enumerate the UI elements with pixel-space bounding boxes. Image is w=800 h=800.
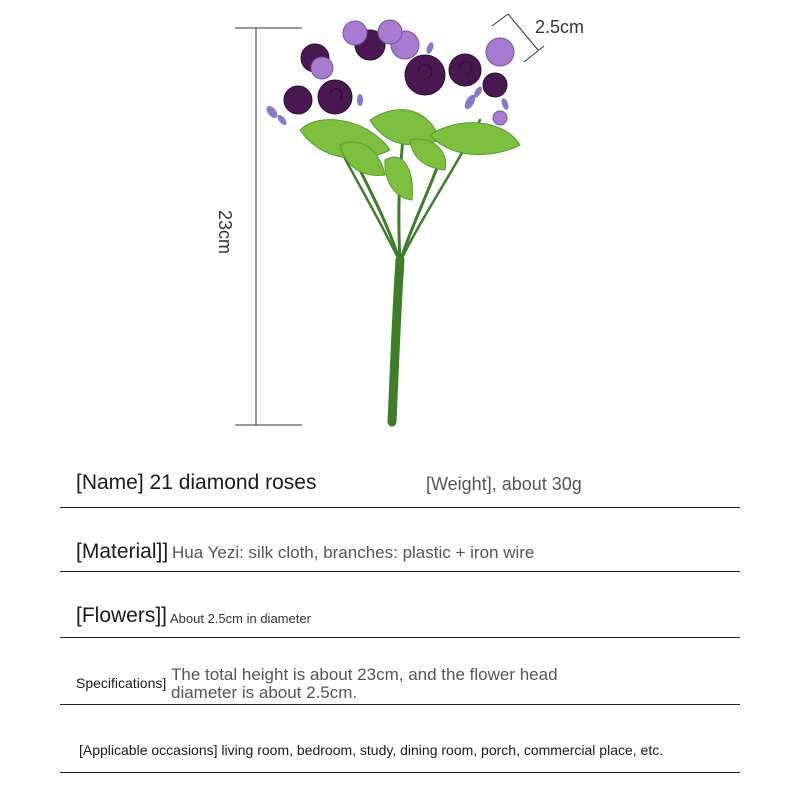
divider xyxy=(60,571,740,572)
divider xyxy=(60,772,740,773)
divider xyxy=(60,704,740,705)
leaves xyxy=(300,110,520,200)
divider xyxy=(60,637,740,638)
product-name: [Name] 21 diamond roses xyxy=(76,471,317,494)
material-label: [Material]] xyxy=(76,540,169,563)
product-weight: [Weight], about 30g xyxy=(426,474,582,494)
material-value: Hua Yezi: silk cloth, branches: plastic + iron wire xyxy=(172,543,535,562)
specifications-label: Specifications] xyxy=(76,675,167,691)
flowers-value: About 2.5cm in diameter xyxy=(170,611,311,626)
occasions-text: [Applicable occasions] living room, bedroom, study, dining room, porch, commercial place, etc. xyxy=(79,742,664,758)
specifications-value: The total height is about 23cm, and the flower head diameter is about 2.5cm. xyxy=(171,665,558,702)
flowers-label: [Flowers]] xyxy=(76,604,168,627)
divider xyxy=(60,507,740,508)
diameter-label: 2.5cm xyxy=(535,17,585,37)
height-label: 23cm xyxy=(215,210,235,255)
